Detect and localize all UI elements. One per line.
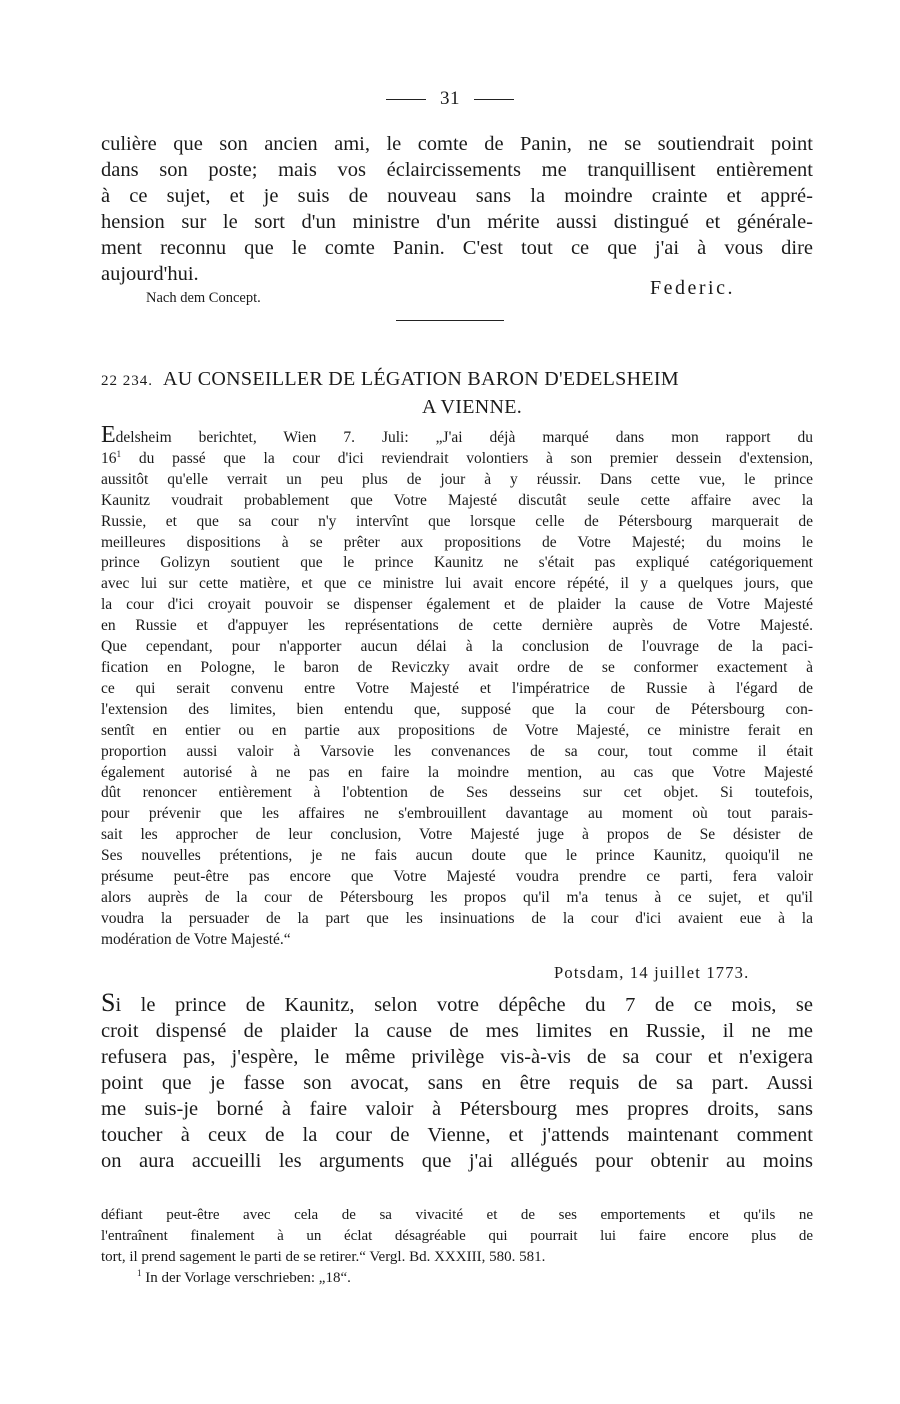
footnote-line: tort, il prend sagement le parti de se retirer.“ Vergl. Bd. XXXIII, 580. 581. <box>101 1249 546 1265</box>
footnote-1 <box>101 1268 813 1289</box>
footnotes <box>101 1205 813 1289</box>
text-line: toucher à ceux de la cour de Vienne, et j'attends maintenant comment <box>101 1124 813 1146</box>
text-line: ce qui serait convenu entre Votre Majesté et l'impératrice de Russie à l'égard de <box>101 679 813 697</box>
text-line: ment reconnu que le comte Panin. C'est tout ce que j'ai à vous dire <box>101 237 813 259</box>
text-line: avec lui sur cette matière, et que ce ministre lui avait encore répété, il y a quelques jours, que <box>101 575 813 593</box>
text-line: voudra la persuader de la part que les insinuations de la cour d'ici avaient eue à la <box>101 909 813 927</box>
text-line: Edelsheim berichtet, Wien 7. Juli: „J'ai déjà marqué dans mon rapport du <box>101 422 813 448</box>
footnote-1-marker: 1 <box>137 1268 142 1278</box>
text-line: dans son poste; mais vos éclaircissements me tranquillisent entièrement <box>101 159 813 181</box>
text-line: me suis-je borné à faire valoir à Pétersbourg mes propres droits, sans <box>101 1098 813 1120</box>
text-line: point que je fasse son avocat, sans en être requis de sa part. Aussi <box>101 1072 813 1094</box>
text-line: à ce sujet, et je suis de nouveau sans la moindre crainte et appré- <box>101 185 813 207</box>
document-title-line2: A VIENNE. <box>421 396 523 418</box>
text-line: la cour d'ici croyait pouvoir se dispenser également et de plaider la cause de Votre Majesté <box>101 596 813 614</box>
text-line: prince Golizyn soutient que le prince Kaunitz ne s'était pas expliqué catégoriquement <box>101 554 813 572</box>
text-line: sait les approcher de leur conclusion, Votre Majesté juge à propos de Se désister de <box>101 826 813 844</box>
report-summary <box>101 422 813 951</box>
document-heading <box>101 366 813 420</box>
text-line: meilleures dispositions à se prêter aux propositions de Votre Majesté; du moins le <box>101 533 813 551</box>
footnote-line: l'entraînent finalement à un éclat désagréable qui pourrait lui faire encore plus de <box>101 1228 813 1244</box>
text-line: en Russie et d'appuyer les représentations de cette dernière auprès de Votre Majesté. <box>101 617 813 635</box>
text-line: Que cependant, pour n'apporter aucun délai à la conclusion de l'ouvrage de la paci- <box>101 638 813 656</box>
text-line: sentît en entier ou en partie aux propositions de Votre Majesté, ce ministre ferait en <box>101 721 813 739</box>
text-line: dût renoncer entièrement à l'obtention de Ses desseins sur cet objet. Si toutefois, <box>101 784 813 802</box>
page-number-dash-left <box>386 99 426 100</box>
letter-initial: S <box>101 988 116 1017</box>
text-line: hension sur le sort d'un ministre d'un mérite aussi distingué et générale- <box>101 211 813 233</box>
text-line: on aura accueilli les arguments que j'ai allégués pour obtenir au moins <box>101 1150 813 1172</box>
text-line: refusera pas, j'espère, le même privilège vis-à-vis de sa cour et n'exigera <box>101 1046 813 1068</box>
page-number-value: 31 <box>440 88 460 109</box>
footnote-1-text: In der Vorlage verschrieben: „18“. <box>145 1270 351 1286</box>
text-line: également autorisé à ne pas en faire la moindre mention, au cas que Votre Majesté <box>101 763 813 781</box>
text-line: Kaunitz voudrait probablement que Votre Majesté discutât seule cette affaire avec la <box>101 491 813 509</box>
footnote-marker: 1 <box>116 449 122 460</box>
text-line: alors auprès de la cour de Pétersbourg les propos qu'il m'a tenus à ce sujet, et qu'il <box>101 888 813 906</box>
drop-cap: E <box>101 422 116 448</box>
signature: Federic. <box>650 277 735 299</box>
document-number: 22 234. <box>101 373 153 389</box>
dateline: Potsdam, 14 juillet 1773. <box>554 963 750 982</box>
text-line: modération de Votre Majesté.“ <box>101 930 291 948</box>
text-line: Si le prince de Kaunitz, selon votre dépêche du 7 de ce mois, se <box>101 988 813 1017</box>
text-line: présume peut-être pas encore que Votre Majesté voudra prendre ce parti, fera valoir <box>101 868 813 886</box>
source-note: Nach dem Concept. <box>146 290 261 306</box>
page-number-dash-right <box>474 99 514 100</box>
continuation-paragraph <box>101 131 813 287</box>
text-line: culière que son ancien ami, le comte de Panin, ne se soutiendrait point <box>101 133 813 155</box>
text-line: proportion aussi valoir à Varsovie les convenances de sa cour, tout comme il était <box>101 742 813 760</box>
letter-paragraph <box>101 990 813 1174</box>
text-line: croit dispensé de plaider la cause de mes limites en Russie, il ne me <box>101 1020 813 1042</box>
text-line: Ses nouvelles prétentions, je ne fais aucun doute que le prince Kaunitz, quoiqu'il ne <box>101 847 813 865</box>
document-title-line1: AU CONSEILLER DE LÉGATION BARON D'EDELSHEIM <box>163 368 679 390</box>
page-number <box>0 88 900 110</box>
text-line: fication en Pologne, le baron de Reviczky avait ordre de se conformer exactement à <box>101 658 813 676</box>
text-line: $16^1$ du passé que la cour d'ici reviendrait volontiers à son premier dessein d'extension, <box>101 449 813 467</box>
footnote-line: défiant peut-être avec cela de sa vivacité et de ses emportements et qu'ils ne <box>101 1207 813 1223</box>
text-line: aujourd'hui. <box>101 263 199 285</box>
text-line: pour prévenir que les affaires ne s'embrouillent davantage au moment où tout parais- <box>101 805 813 823</box>
section-divider <box>396 320 504 321</box>
text-line: Russie, et que sa cour n'y intervînt que lorsque celle de Pétersbourg marquerait de <box>101 512 813 530</box>
text-line: aussitôt qu'elle verrait un peu plus de jour à y réussir. Dans cette vue, le prince <box>101 470 813 488</box>
text-line: l'extension des limites, bien entendu que, supposé que la cour de Pétersbourg con- <box>101 700 813 718</box>
